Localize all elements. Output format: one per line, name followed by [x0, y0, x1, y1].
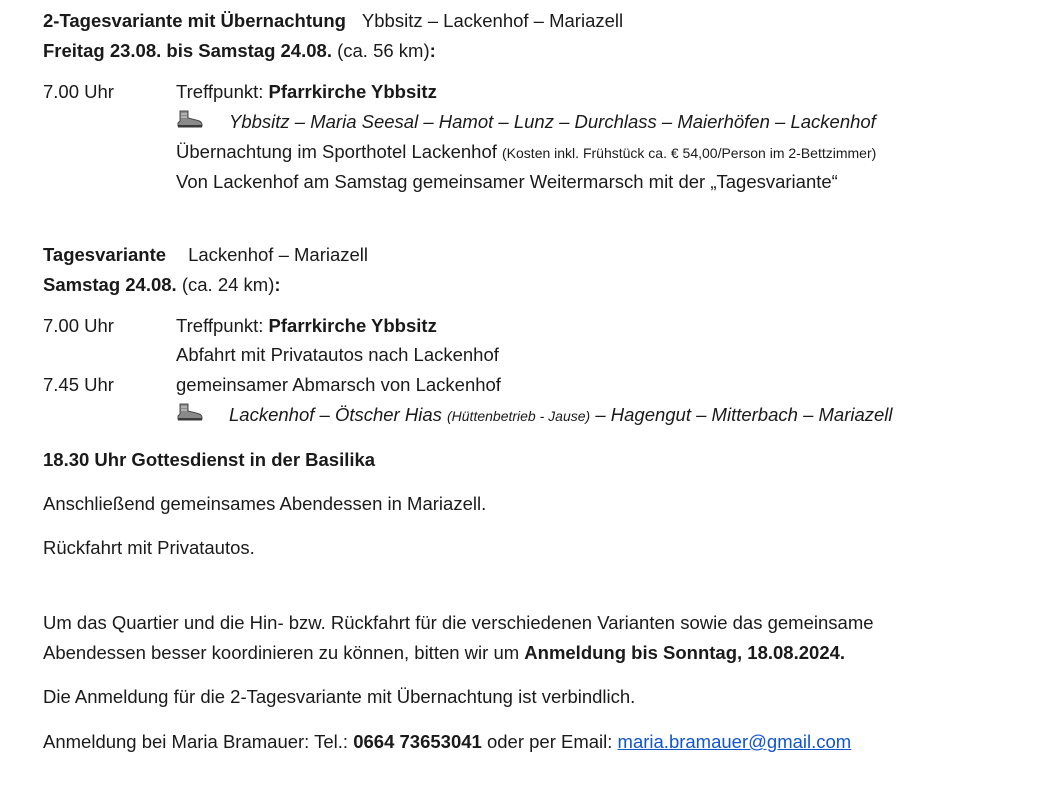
hiking-boot-icon — [176, 402, 204, 422]
sec1-continue: Von Lackenhof am Samstag gemeinsamer Weitermarsch mit der „Tagesvariante“ — [176, 171, 838, 192]
sec2-drive: Abfahrt mit Privatautos nach Lackenhof — [176, 344, 499, 365]
sec1-stay-note: (Kosten inkl. Frühstück ca. € 54,00/Person im 2-Bettzimmer) — [502, 145, 877, 161]
sec1-meeting-label: Treffpunkt: — [176, 81, 269, 102]
return-note: Rückfahrt mit Privatautos. — [43, 537, 255, 558]
sec1-time: 7.00 Uhr — [43, 81, 114, 102]
sec2-route-a: Lackenhof – Ötscher Hias — [229, 404, 447, 425]
sec1-distance: (ca. 56 km) — [337, 40, 430, 61]
sec2-heading-title: Tagesvariante — [43, 244, 167, 265]
sec2-distance: (ca. 24 km) — [181, 274, 275, 295]
sec2-route-note: (Hüttenbetrieb - Jause) — [447, 408, 591, 424]
sec2-colon: : — [274, 274, 281, 295]
sec1-stay — [176, 141, 876, 164]
sec2-time2: 7.45 Uhr — [43, 374, 114, 395]
registration-para-line2 — [43, 642, 845, 664]
sec2-heading-route: Lackenhof – Mariazell — [188, 244, 369, 265]
sec1-route: Ybbsitz – Maria Seesal – Hamot – Lunz – Durchlass – Maierhöfen – Lackenhof — [229, 111, 876, 132]
sec1-heading-title: 2-Tagesvariante mit Übernachtung — [43, 10, 346, 31]
sec2-time1: 7.00 Uhr — [43, 315, 114, 336]
sec1-heading — [43, 10, 623, 32]
sec1-date-text: Freitag 23.08. bis Samstag 24.08. — [43, 40, 332, 61]
dinner-note: Anschließend gemeinsames Abendessen in Mariazell. — [43, 493, 487, 514]
sec1-meeting — [176, 81, 437, 103]
sec2-meeting-place: Pfarrkirche Ybbsitz — [268, 315, 437, 336]
email-link[interactable]: maria.bramauer@gmail.com — [617, 731, 852, 752]
sec1-heading-route: Ybbsitz – Lackenhof – Mariazell — [361, 10, 624, 31]
sec2-date — [43, 274, 281, 296]
contact-mid: oder per Email: — [481, 731, 618, 752]
sec2-route-b: – Hagengut – Mitterbach – Mariazell — [590, 404, 893, 425]
sec2-route — [229, 404, 893, 427]
sec2-march: gemeinsamer Abmarsch von Lackenhof — [176, 374, 501, 395]
binding-note: Die Anmeldung für die 2-Tagesvariante mit Übernachtung ist verbindlich. — [43, 686, 636, 707]
service-time: 18.30 Uhr Gottesdienst in der Basilika — [43, 449, 376, 470]
registration-para-text: Abendessen besser koordinieren zu können, bitten wir um — [43, 642, 525, 663]
hiking-boot-icon — [176, 109, 204, 129]
registration-deadline: Anmeldung bis Sonntag, 18.08.2024. — [524, 642, 846, 663]
sec1-date — [43, 40, 436, 62]
contact-prefix: Anmeldung bei Maria Bramauer: Tel.: — [43, 731, 354, 752]
contact-line — [43, 731, 851, 753]
registration-para-line1: Um das Quartier und die Hin- bzw. Rückfahrt für die verschiedenen Varianten sowie das gemeinsame — [43, 612, 874, 633]
sec2-heading — [43, 244, 368, 266]
sec2-meeting-label: Treffpunkt: — [176, 315, 269, 336]
sec1-stay-text: Übernachtung im Sporthotel Lackenhof — [176, 141, 503, 162]
sec2-date-text: Samstag 24.08. — [43, 274, 177, 295]
sec1-colon: : — [429, 40, 436, 61]
sec1-meeting-place: Pfarrkirche Ybbsitz — [268, 81, 437, 102]
sec2-meeting — [176, 315, 437, 337]
contact-phone: 0664 73653041 — [353, 731, 482, 752]
